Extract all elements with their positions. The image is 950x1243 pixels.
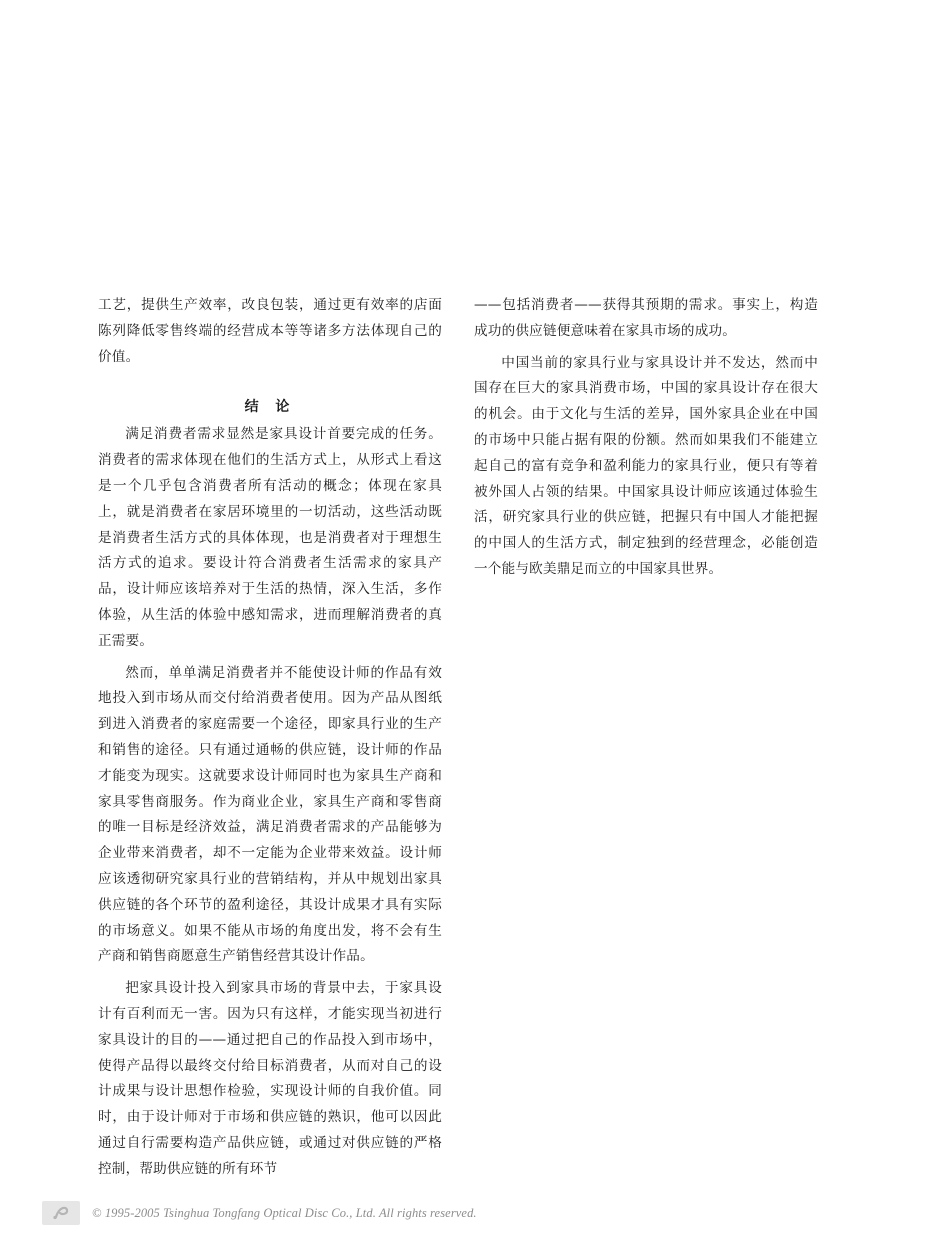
right-continuation-paragraph: ——包括消费者——获得其预期的需求。事实上，构造成功的供应链便意味着在家具市场的成功。: [474, 297, 818, 339]
footer: [42, 1200, 477, 1226]
left-column: [98, 293, 442, 1183]
cnki-logo-icon: [42, 1201, 80, 1225]
logo-mark-icon: [50, 1205, 72, 1221]
copyright-text: © 1995-2005 Tsinghua Tongfang Optical Disc Co., Ltd. All rights reserved.: [92, 1205, 477, 1220]
conclusion-paragraph-1: 满足消费者需求显然是家具设计首要完成的任务。消费者的需求体现在他们的生活方式上，从形式上看这是一个几乎包含消费者所有活动的概念；体现在家具上，就是消费者在家居环境里的一切活动，这些活动既是消费者生活方式的具体体现，也是消费者对于理想生活方式的追求。要设计符合消费者生活需求的家具产品，设计师应该培养对于生活的热情，深入生活，多作体验，从生活的体验中感知需求，进而理解消费者的真正需要。: [98, 426, 442, 649]
conclusion-paragraph-3: 把家具设计投入到家具市场的背景中去，于家具设计有百利而无一害。因为只有这样，才能实现当初进行家具设计的目的——通过把自己的作品投入到市场中，使得产品得以最终交付给目标消费者，从而对自己的设计成果与设计思想作检验，实现设计师的自我价值。同时，由于设计师对于市场和供应链的熟识，他可以因此通过自行需要构造产品供应链，或通过对供应链的严格控制，帮助供应链的所有环节: [98, 980, 442, 1177]
right-paragraph-1: 中国当前的家具行业与家具设计并不发达，然而中国存在巨大的家具消费市场，中国的家具设计存在很大的机会。由于文化与生活的差异，国外家具企业在中国的市场中只能占据有限的份额。然而如果我们不能建立起自己的富有竞争和盈利能力的家具行业，便只有等着被外国人占领的结果。中国家具设计师应该通过体验生活，研究家具行业的供应链，把握只有中国人才能把握的中国人的生活方式，制定独到的经营理念，必能创造一个能与欧美鼎足而立的中国家具世界。: [474, 354, 818, 577]
right-column: [474, 293, 818, 583]
section-title-conclusion: 结 论: [244, 399, 296, 416]
left-continuation-paragraph: 工艺，提供生产效率，改良包装，通过更有效率的店面陈列降低零售终端的经营成本等等诸多方法体现自己的价值。: [98, 297, 442, 365]
conclusion-paragraph-2: 然而，单单满足消费者并不能使设计师的作品有效地投入到市场从而交付给消费者使用。因为产品从图纸到进入消费者的家庭需要一个途径，即家具行业的生产和销售的途径。只有通过通畅的供应链，设计师的作品才能变为现实。这就要求设计师同时也为家具生产商和家具零售商服务。作为商业企业，家具生产商和零售商的唯一目标是经济效益，满足消费者需求的产品能够为企业带来消费者，却不一定能为企业带来效益。设计师应该透彻研究家具行业的营销结构，并从中规划出家具供应链的各个环节的盈利途径，其设计成果才具有实际的市场意义。如果不能从市场的角度出发，将不会有生产商和销售商愿意生产销售经营其设计作品。: [98, 664, 442, 965]
